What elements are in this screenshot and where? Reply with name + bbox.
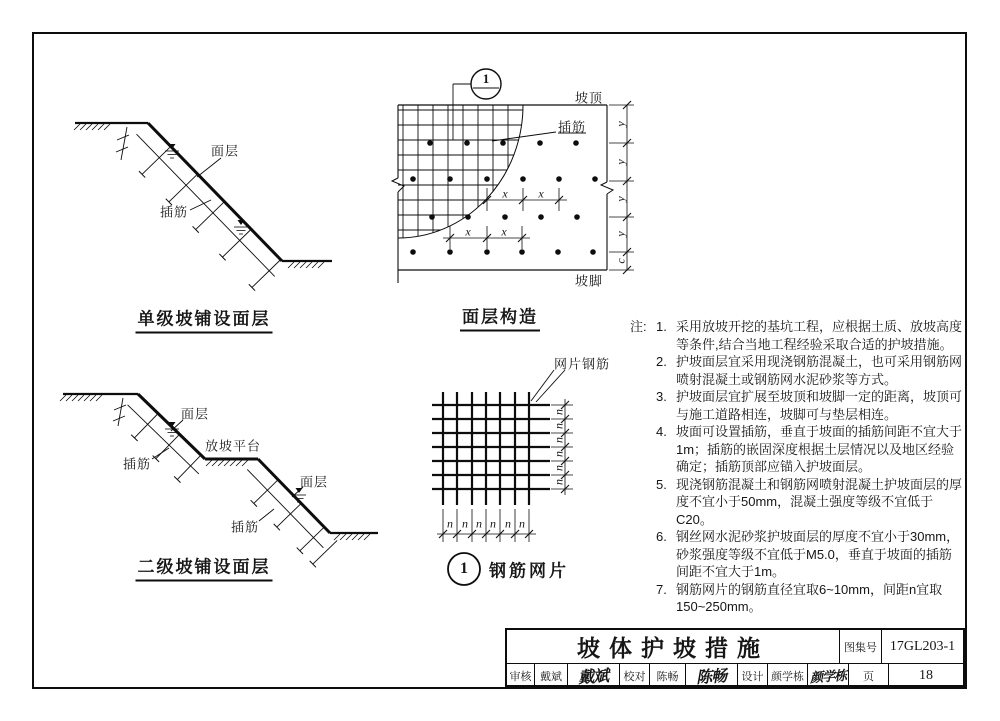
d4-mesh-rebar-label: 网片钢筋: [553, 356, 611, 372]
d2-face-layer-upper-label: 面层: [180, 406, 210, 422]
d2-face-layer-lower-label: 面层: [299, 474, 329, 490]
dim-label-x: x: [502, 186, 508, 201]
notes-prefix: 注:: [630, 319, 647, 334]
note-number: 6.: [656, 529, 667, 544]
note-item: [656, 318, 962, 353]
check-label: 校对: [623, 670, 646, 683]
note-item: [656, 388, 962, 423]
d2-platform-label: 放坡平台: [204, 438, 262, 454]
d1-face-layer-label: 面层: [210, 143, 240, 159]
check-name-cell: [650, 664, 686, 687]
atlas-label: 图集号: [844, 641, 877, 654]
title-block: [505, 628, 965, 687]
note-number: 2.: [656, 354, 667, 369]
d2-title: 二级坡铺设面层: [136, 553, 273, 582]
d3-detail-bubble-number: 1: [482, 71, 490, 86]
note-text: 护坡面层宜扩展至坡顶和坡脚一定的距离，坡顶可与施工道路相连，坡脚可与垫层相连。: [676, 389, 963, 422]
dim-label-n: n: [551, 409, 566, 415]
check-signature-cell: [686, 664, 738, 687]
review-name-cell: [535, 664, 568, 687]
dim-label-n: n: [551, 451, 566, 457]
note-number: 7.: [656, 581, 667, 597]
note-text: 护坡面层宜采用现浇钢筋混凝土，也可采用钢筋网喷射混凝土或钢筋网水泥砂浆等方式。: [676, 354, 963, 387]
review-name: 戴斌: [540, 670, 562, 683]
d1-title: 单级坡铺设面层: [136, 305, 273, 334]
note-item: [656, 353, 962, 388]
page-number-cell: [889, 664, 963, 687]
d3-slope-top-label: 坡顶: [574, 90, 604, 106]
dim-label-n: n: [490, 516, 496, 531]
dim-label-n: n: [551, 437, 566, 443]
dim-label-n: n: [462, 516, 468, 531]
sheet-title-cell: [507, 630, 840, 663]
review-signature-cell: [568, 664, 620, 687]
d3-slope-foot-label: 坡脚: [574, 273, 604, 289]
dim-label-x: x: [538, 186, 544, 201]
design-label-cell: [738, 664, 768, 687]
dim-label-x: x: [465, 224, 471, 239]
note-text: 坡面可设置插筋，垂直于坡面的插筋间距不宜大于1m；插筋的嵌固深度根据土层情况以及地区经验确定；插筋顶部应锚入护坡面层。: [676, 424, 963, 474]
note-text: 现浇钢筋混凝土和钢筋网喷射混凝土护坡面层的厚度不宜小于50mm，混凝土强度等级不宜低于C20。: [676, 476, 963, 527]
note-item: [656, 423, 962, 476]
check-name: 陈畅: [656, 670, 679, 683]
dim-label-x: x: [501, 224, 507, 239]
note-number: 1.: [656, 319, 667, 334]
review-label: 审核: [509, 670, 532, 683]
note-item: [656, 476, 962, 529]
dim-label-n: n: [447, 516, 453, 531]
d4-detail-bubble-number: 1: [460, 560, 468, 577]
design-name: 颜学栋: [771, 670, 804, 683]
note-item: [656, 581, 962, 616]
page-number: 18: [919, 667, 933, 683]
page-label-cell: [849, 664, 889, 687]
note-text: 钢丝网水泥砂浆护坡面层的厚度不宜小于30mm，砂浆强度等级不宜低于M5.0，垂直于坡面的插筋间距不宜大于1m。: [676, 529, 960, 579]
d4-title: 钢筋网片: [489, 561, 569, 581]
check-signature: 陈畅: [695, 665, 728, 687]
dim-label-y: y: [613, 196, 628, 202]
check-label-cell: [620, 664, 650, 687]
note-number: 3.: [656, 389, 667, 404]
dim-label-n: n: [551, 465, 566, 471]
d3-insert-bar-label: 插筋: [557, 119, 587, 135]
sheet-title: 坡体护坡措施: [577, 635, 769, 661]
review-label-cell: [507, 664, 535, 687]
design-signature-cell: [808, 664, 849, 687]
dim-label-c: c: [613, 258, 628, 264]
atlas-label-cell: [840, 630, 882, 663]
note-item: [656, 528, 962, 581]
d3-title: 面层构造: [460, 303, 540, 332]
design-label: 设计: [741, 670, 764, 683]
note-text: 采用放坡开挖的基坑工程，应根据土质、放坡高度等条件,结合当地工程经验采取合适的护坡措施。: [676, 319, 963, 352]
dim-label-y: y: [613, 231, 628, 237]
atlas-number-cell: [882, 630, 963, 663]
dim-label-n: n: [476, 516, 482, 531]
atlas-number: 17GL203-1: [889, 638, 956, 654]
dim-label-n: n: [551, 423, 566, 429]
design-signature: 颜学栋: [809, 668, 847, 687]
dim-label-y: y: [613, 121, 628, 127]
review-signature: 戴斌: [577, 665, 610, 687]
dim-label-n: n: [505, 516, 511, 531]
d1-insert-bar-label: 插筋: [159, 204, 189, 220]
d2-insert-bar-upper-label: 插筋: [122, 456, 152, 472]
d2-insert-bar-lower-label: 插筋: [230, 519, 260, 535]
note-number: 4.: [656, 424, 667, 439]
dim-label-n: n: [519, 516, 525, 531]
dim-label-y: y: [613, 159, 628, 165]
design-name-cell: [768, 664, 808, 687]
dim-label-n: n: [551, 479, 566, 485]
note-text: 钢筋网片的钢筋直径宜取6~10mm，间距n宜取150~250mm。: [676, 581, 943, 614]
note-number: 5.: [656, 476, 667, 492]
page-label: 页: [863, 670, 874, 683]
notes-block: [630, 318, 962, 616]
